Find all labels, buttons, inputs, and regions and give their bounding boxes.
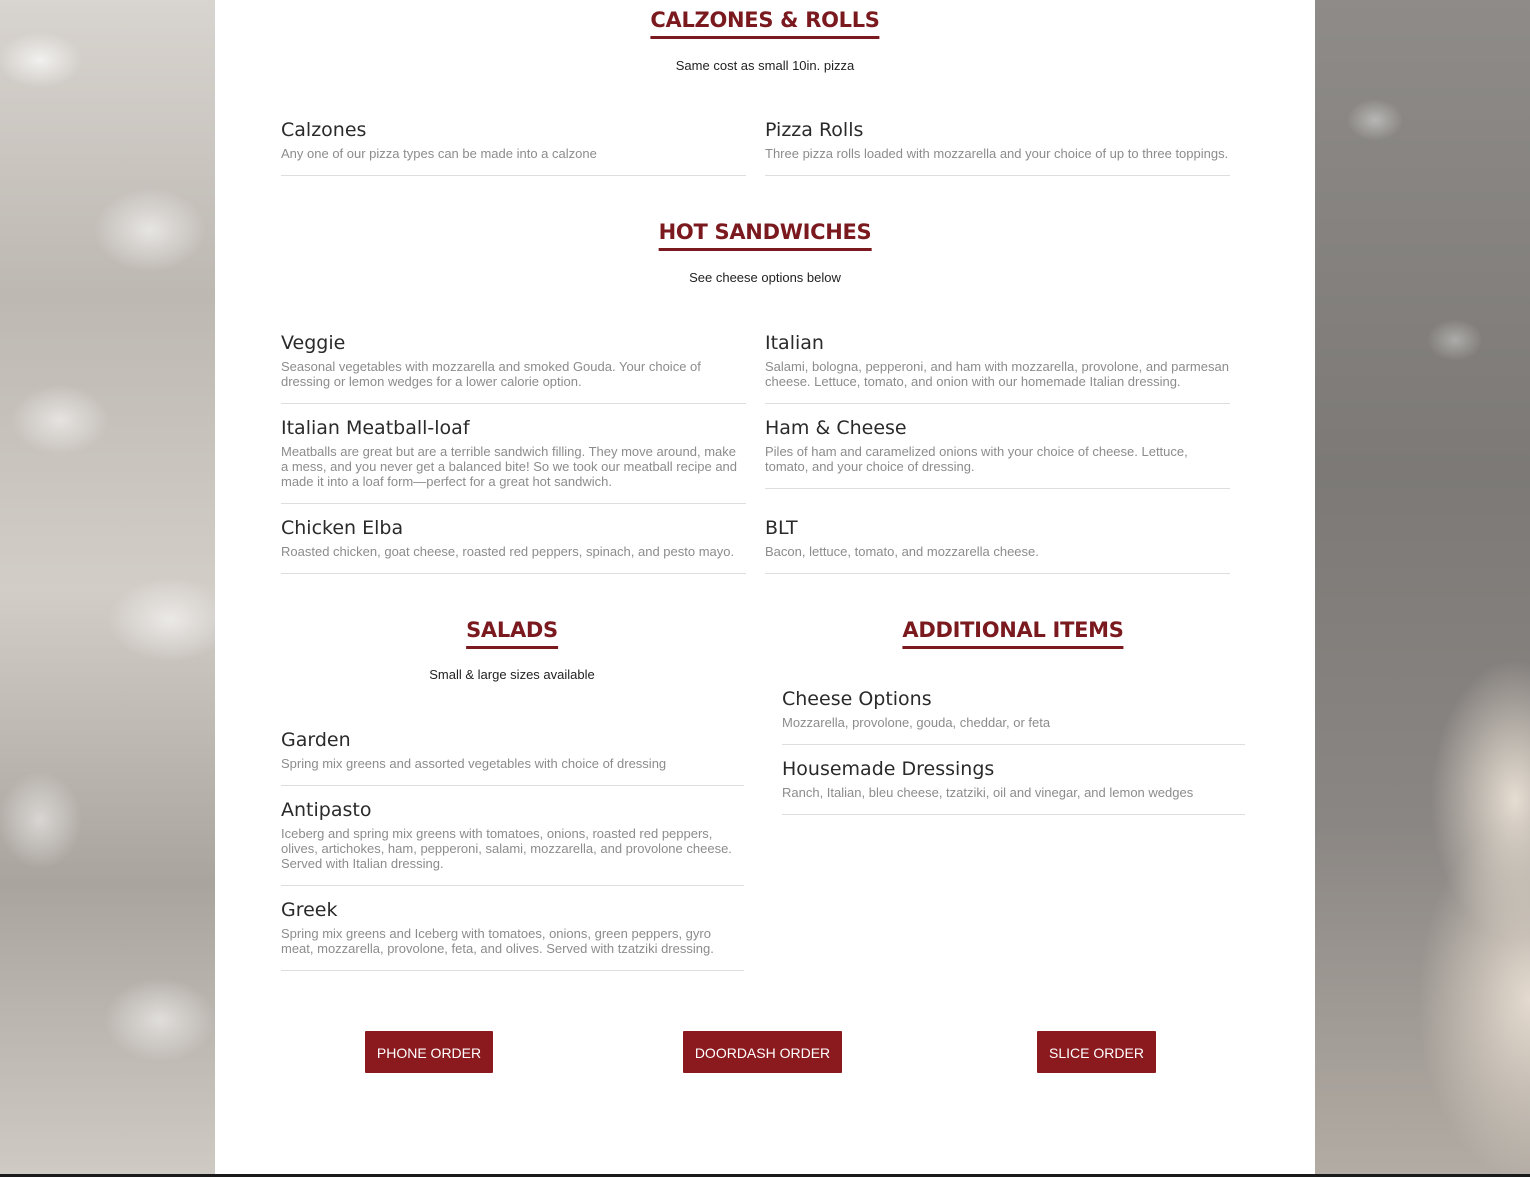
item-name: Italian Meatball-loaf (281, 417, 470, 439)
menu-item-cheese-options (782, 687, 1245, 745)
menu-item-pizza-rolls (765, 118, 1230, 176)
item-name: Greek (281, 899, 338, 921)
item-name: BLT (765, 517, 798, 539)
menu-item-blt (765, 516, 1230, 574)
section-title-additional: ADDITIONAL ITEMS (902, 618, 1123, 649)
item-name: Chicken Elba (281, 517, 404, 539)
section-subtitle-salads: Small & large sizes available (429, 667, 595, 682)
dough-background-right (1315, 0, 1530, 1177)
item-name: Housemade Dressings (782, 758, 995, 780)
item-description: Roasted chicken, goat cheese, roasted red peppers, spinach, and pesto mayo. (281, 544, 735, 559)
section-title-calzones: CALZONES & ROLLS (650, 8, 879, 39)
item-description: Bacon, lettuce, tomato, and mozzarella cheese. (765, 544, 1039, 559)
item-description: Any one of our pizza types can be made into a calzone (281, 146, 597, 161)
menu-item-calzones (281, 118, 746, 176)
item-description: Spring mix greens and Iceberg with tomatoes, onions, green peppers, gyro meat, mozzarella, provolone, feta, and olives. Served with tzatziki dressing. (281, 926, 714, 956)
section-subtitle-calzones: Same cost as small 10in. pizza (675, 58, 855, 73)
menu-item-greek (281, 898, 744, 971)
item-description: Piles of ham and caramelized onions with your choice of cheese. Lettuce, tomato, and your choice of dressing. (765, 444, 1188, 474)
item-name: Italian (765, 332, 824, 354)
item-description: Iceberg and spring mix greens with tomatoes, onions, roasted red peppers, olives, artichokes, ham, pepperoni, salami, mozzarella, and provolone cheese. Served with Italian dressing. (281, 826, 732, 871)
item-description: Three pizza rolls loaded with mozzarella and your choice of up to three toppings. (765, 146, 1229, 161)
item-description: Salami, bologna, pepperoni, and ham with mozzarella, provolone, and parmesan cheese. Lettuce, tomato, and onion with our homemade Italian dressing. (765, 359, 1229, 389)
section-title-salads: SALADS (466, 618, 558, 649)
item-name: Ham & Cheese (765, 417, 907, 439)
section-title-sandwiches: HOT SANDWICHES (659, 220, 872, 251)
menu-item-chicken-elba (281, 516, 746, 574)
menu-item-garden (281, 728, 744, 786)
flour-background-left (0, 0, 215, 1177)
item-description: Spring mix greens and assorted vegetables with choice of dressing (281, 756, 667, 771)
menu-item-ham-cheese (765, 416, 1230, 489)
menu-panel (215, 0, 1315, 1174)
item-description: Mozzarella, provolone, gouda, cheddar, or feta (782, 715, 1051, 730)
item-name: Calzones (281, 119, 367, 141)
menu-item-housemade-dressings (782, 757, 1245, 815)
item-description: Seasonal vegetables with mozzarella and smoked Gouda. Your choice of dressing or lemon wedges for a lower calorie option. (281, 359, 701, 389)
item-name: Veggie (281, 332, 346, 354)
section-subtitle-sandwiches: See cheese options below (689, 270, 841, 285)
phone-order-button[interactable]: PHONE ORDER (365, 1031, 493, 1073)
item-description: Meatballs are great but are a terrible sandwich filling. They move around, make a mess, and you never get a balanced bite! So we took our meatball recipe and made it into a loaf form—perfect for a great hot sandwich. (281, 444, 738, 489)
item-description: Ranch, Italian, bleu cheese, tzatziki, oil and vinegar, and lemon wedges (782, 785, 1194, 800)
menu-item-antipasto (281, 798, 744, 886)
item-name: Cheese Options (782, 688, 932, 710)
menu-item-italian-meatball-loaf (281, 416, 746, 504)
slice-order-button[interactable]: SLICE ORDER (1037, 1031, 1156, 1073)
menu-item-veggie (281, 331, 746, 404)
menu-item-italian (765, 331, 1230, 404)
item-name: Pizza Rolls (765, 119, 864, 141)
item-name: Antipasto (281, 799, 372, 821)
item-name: Garden (281, 729, 351, 751)
doordash-order-button[interactable]: DOORDASH ORDER (683, 1031, 842, 1073)
